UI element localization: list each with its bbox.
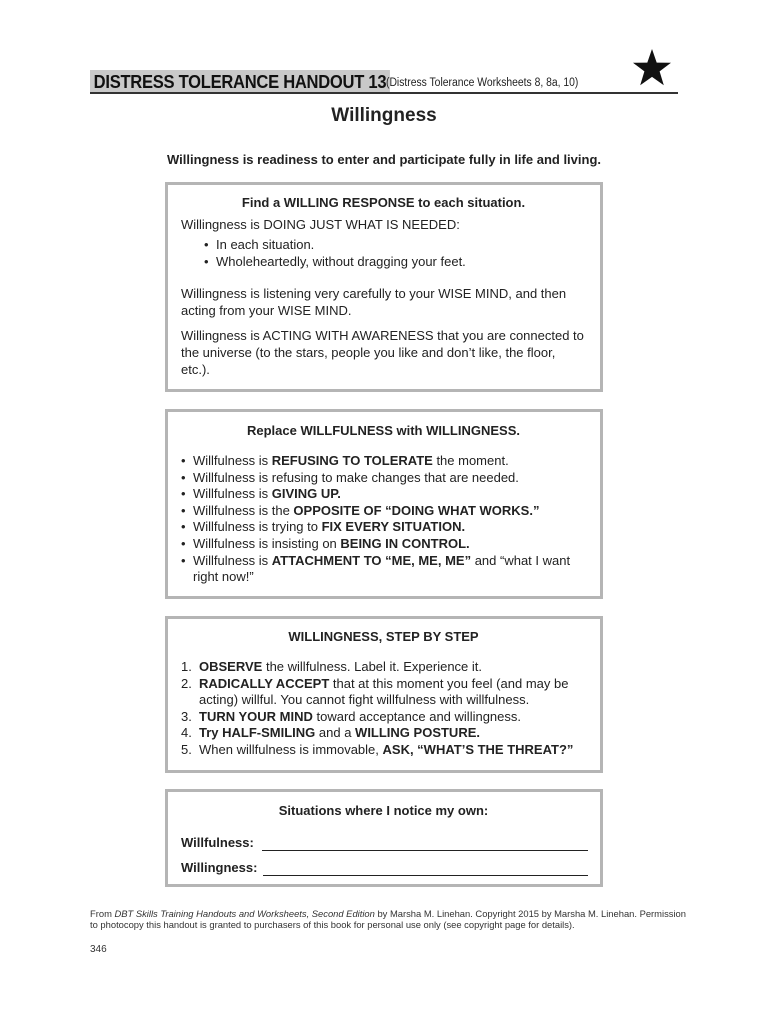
list-item: • Wholeheartedly, without dragging your feet. xyxy=(204,254,586,271)
replace-willfulness-box xyxy=(165,409,603,599)
step-by-step-box xyxy=(165,616,603,773)
box-title: Find a WILLING RESPONSE to each situation. xyxy=(241,195,526,210)
doing-what-needed-text: Willingness is DOING JUST WHAT IS NEEDED: xyxy=(181,217,460,232)
list-item: • In each situation. xyxy=(204,237,586,254)
list-item: 2. RADICALLY ACCEPT that at this moment you feel (and may be acting) willful. You cannot fight willfulness with willfulness. xyxy=(181,675,569,708)
box-title: Replace WILLFULNESS with WILLINGNESS. xyxy=(246,423,520,438)
book-title: DBT Skills Training Handouts and Worksheets, Second Edition xyxy=(114,908,375,919)
intro-definition: Willingness is readiness to enter and participate fully in life and living. xyxy=(166,152,602,167)
list-item: 4. Try HALF-SMILING and a WILLING POSTURE. xyxy=(181,725,480,741)
willfulness-write-line[interactable] xyxy=(262,850,588,851)
willing-response-box xyxy=(165,182,603,392)
situations-box xyxy=(165,789,603,887)
list-item: • Willfulness is insisting on BEING IN CONTROL. xyxy=(181,536,586,553)
willingness-write-line[interactable] xyxy=(263,875,588,876)
awareness-text: Willingness is ACTING WITH AWARENESS that you are connected to the universe (to the stars, people you like and don’t like, the floor, etc.). xyxy=(181,328,584,378)
list-item: • Willfulness is REFUSING TO TOLERATE the moment. xyxy=(181,453,586,470)
list-item: • Willfulness is trying to FIX EVERY SITUATION. xyxy=(181,519,586,536)
box-title: WILLINGNESS, STEP BY STEP xyxy=(288,629,479,644)
willfulness-label: Willfulness: xyxy=(181,835,254,850)
list-item: • Willfulness is GIVING UP. xyxy=(181,486,586,503)
handout-header xyxy=(90,70,678,94)
list-item: 1. OBSERVE the willfulness. Label it. Experience it. xyxy=(181,659,483,674)
worksheet-reference: (Distress Tolerance Worksheets 8, 8a, 10) xyxy=(386,77,579,89)
list-item: 3. TURN YOUR MIND toward acceptance and willingness. xyxy=(181,708,521,724)
star-icon xyxy=(632,48,672,88)
list-item: • Willfulness is refusing to make changes that are needed. xyxy=(181,470,586,487)
page-number: 346 xyxy=(90,944,107,955)
willfulness-list xyxy=(181,453,586,586)
copyright-footer: From DBT Skills Training Handouts and Worksheets, Second Edition by Marsha M. Linehan. Copyright 2015 by Marsha M. Linehan. Permission to photocopy this handout is granted to purchasers of this book for personal use only (see copyright page for details). xyxy=(90,908,686,930)
steps-list xyxy=(181,659,586,759)
wise-mind-text: Willingness is listening very carefully to your WISE MIND, and then acting from your WISE MIND. xyxy=(181,286,567,319)
list-item: • Willfulness is the OPPOSITE OF “DOING WHAT WORKS.” xyxy=(181,503,586,520)
willingness-label: Willingness: xyxy=(181,860,258,875)
bullet-list xyxy=(204,237,586,270)
box-title: Situations where I notice my own: xyxy=(278,803,489,818)
list-item: 5. When willfulness is immovable, ASK, “WHAT’S THE THREAT?” xyxy=(181,741,574,757)
handout-title: DISTRESS TOLERANCE HANDOUT 13 xyxy=(90,70,390,92)
page-title: Willingness xyxy=(331,105,437,126)
list-item: • Willfulness is ATTACHMENT TO “ME, ME, ME” and “what I want right now!” xyxy=(181,553,586,586)
